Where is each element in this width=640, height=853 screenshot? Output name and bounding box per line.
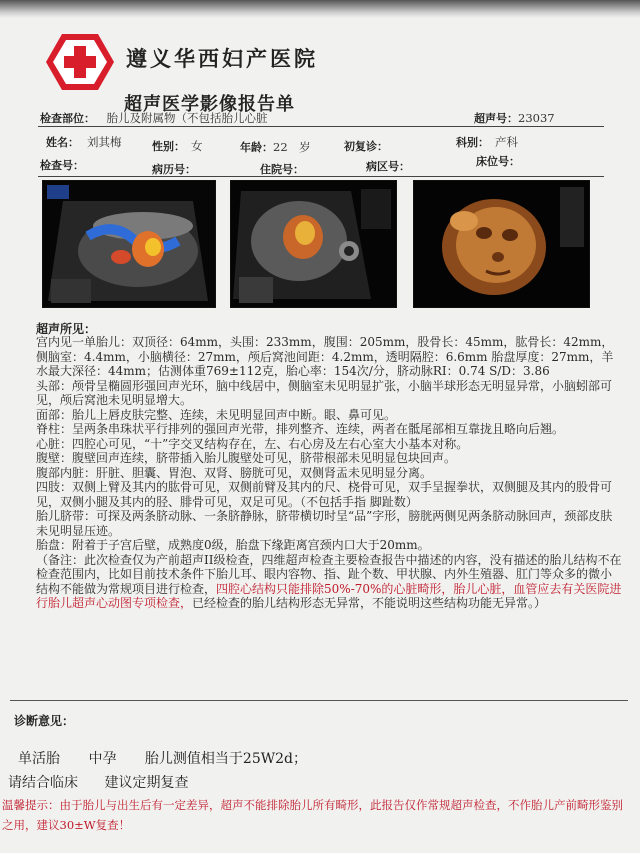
patient-name: 姓名： 刘其梅 [46,135,122,149]
findings-paragraph: 腹壁：腹壁回声连续，脐带插入胎儿腹壁处可见，脐带根部未见明显包块回声。 [36,451,457,465]
divider [38,126,604,127]
medical-record-number: 病历号： [152,163,196,176]
warm-tip: 温馨提示：由于胎儿与出生后有一定差异，超声不能排除胎儿所有畸形，此报告仅作常规超声检查，不作胎儿产前畸形鉴别之用，建议30±W复查！ [2,798,623,832]
findings-body [36,335,622,611]
findings-paragraph: 胎盘：附着于子宫后壁，成熟度0级，胎盘下缘距离宫颈内口大于20mm。 [36,538,430,552]
report-number: 超声号：23037 [474,111,555,125]
findings-paragraph: 胎儿脐带：可探及两条脐动脉、一条脐静脉，脐带横切时呈“品”字形，膀胱两侧见两条脐动脉回声，颈部皮肤未见明显压迹。 [36,509,613,538]
check-number: 检查号： [40,159,84,172]
patient-sex: 性别： 女 [152,139,203,153]
findings-paragraph: 腹部内脏：肝脏、胆囊、胃泡、双肾、膀胱可见，双侧肾盂未见明显分离。 [36,465,433,480]
hospital-logo-icon [44,32,116,92]
bed-number: 床位号： [476,155,520,168]
hospital-name: 遵义华西妇产医院 [126,46,318,71]
diagnosis-title: 诊断意见： [14,714,75,728]
findings-paragraph: 宫内见一单胎儿：双顶径：64mm，头围：233mm，腹围：205mm，股骨长：45mm，肱骨长：42mm，侧脑室：4.4mm，小脑横径：27mm，颅后窝池间距：4.2mm，透明隔腔：6.6mm 胎盘厚度：27mm，羊水最大深径：44mm；估测体重769±112克，胎心率：154次/分，脐动脉RI：0.74 S/D：3.86 [36,335,614,378]
photo-shadow [0,0,640,18]
ward-number: 病区号： [366,160,410,173]
divider [38,176,604,177]
ultrasound-image-heart [230,180,397,308]
department: 科别： 产科 [456,135,518,149]
findings-paragraph: 四肢：双侧上臂及其内的肱骨可见，双侧前臂及其内的尺、桡骨可见，双手呈握拳状，双侧腿及其内的股骨可见，双侧小腿及其内的胫、腓骨可见，双足可见。（不包括手指 脚趾数） [36,480,613,509]
ultrasound-image-doppler [42,180,216,308]
patient-age: 年龄：22 岁 [240,140,311,154]
first-visit: 初复诊： [344,140,388,153]
findings-paragraph: 脊柱：呈两条串珠状平行排列的强回声光带，排列整齐、连续，两者在骶尾部相互靠拢且略向后翘。 [36,422,565,436]
diagnosis-line-1: 单活胎 中孕 胎儿测值相当于25W2d； [18,751,307,767]
findings-paragraph: 面部：胎儿上唇皮肤完整、连续，未见明显回声中断。眼、鼻可见。 [36,407,397,422]
findings-paragraph: 心脏：四腔心可见，“十”字交叉结构存在，左、右心房及左右心室大小基本对称。 [36,436,469,451]
admission-number: 住院号： [260,163,304,176]
findings-note: （备注：此次检查仅为产前超声II级检查，四维超声检查主要检查报告中描述的内容，没有描述的胎儿结构不在检查范围内，比如目前技术条件下胎儿耳、眼内容物、指、趾个数、甲状腺、内外生殖器、肛门等众多的微小结构不能做为常规项目进行检查，四腔心结构只能排除50%-70%的心脏畸形，胎儿心脏，血管应去有关医院进行胎儿超声心动图专项检查，已经检查的胎儿结构形态无异常，不能说明这些结构功能无异常。） [36,552,622,610]
findings-paragraph: 头部：颅骨呈椭圆形强回声光环，脑中线居中，侧脑室未见明显扩张，小脑半球形态无明显异常，小脑蚓部可见，颅后窝池未见明显增大。 [36,378,613,407]
diagnosis-line-2: 请结合临床 建议定期复查 [8,775,189,791]
report-title: 超声医学影像报告单 [124,94,295,115]
findings-title: 超声所见： [36,322,97,336]
ultrasound-image-4d-face [413,180,590,308]
exam-part: 检查部位： 胎儿及附属物（不包括胎儿心脏 [40,111,268,125]
